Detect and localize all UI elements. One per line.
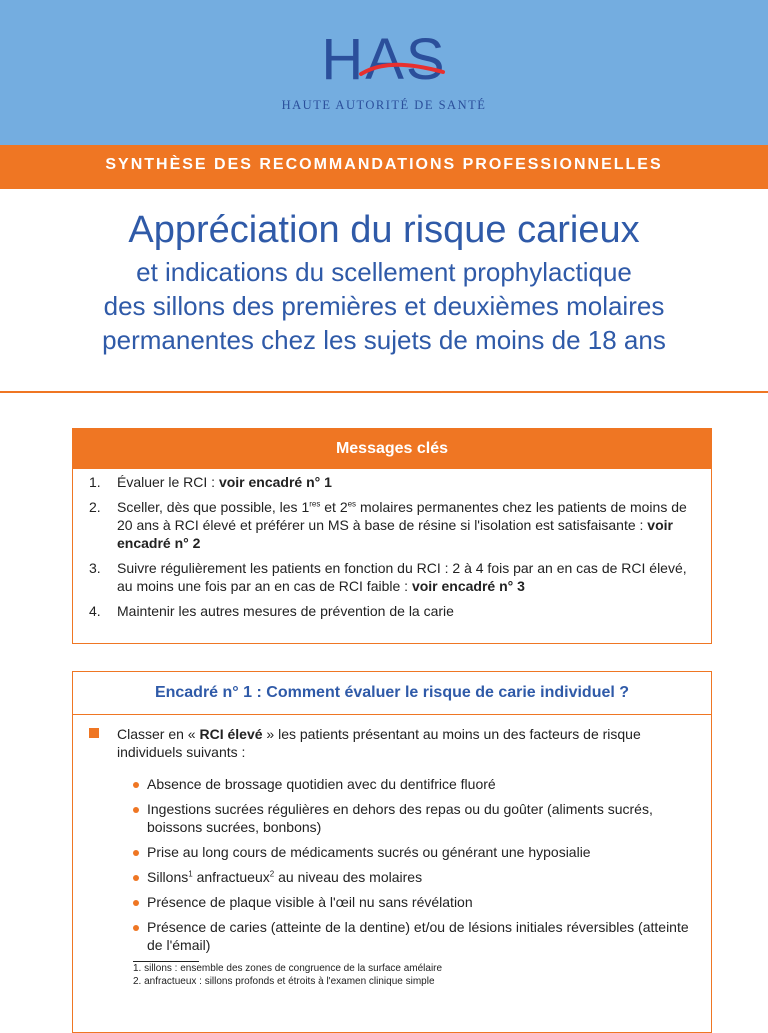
risk-factor-item xyxy=(133,893,691,911)
key-message-item xyxy=(87,602,697,620)
subtitle-line-3: permanentes chez les sujets de moins de 18 ans xyxy=(102,325,666,355)
item-number: 4. xyxy=(89,603,101,619)
factor-text: Ingestions sucrées régulières en dehors des repas ou du goûter (aliments sucrés, boissons sucrées, bonbons) xyxy=(147,801,653,835)
subtitle-line-2: des sillons des premières et deuxièmes molaires xyxy=(103,291,665,321)
footnote-2: 2. anfractueux : sillons profonds et étroits à l'examen clinique simple xyxy=(133,976,435,987)
key-messages-box xyxy=(72,428,712,644)
key-message-item xyxy=(87,498,697,552)
item-number: 1. xyxy=(89,474,101,490)
title-block xyxy=(0,205,768,357)
factor-text: Présence de plaque visible à l'œil nu sans révélation xyxy=(147,894,473,910)
key-messages-list xyxy=(73,469,711,620)
item-text: Évaluer le RCI : xyxy=(117,474,219,490)
item-number: 2. xyxy=(89,499,101,515)
factor-text: Prise au long cours de médicaments sucrés ou générant une hyposialie xyxy=(147,844,591,860)
logo-swoosh-icon xyxy=(321,28,451,92)
separator-line xyxy=(0,391,768,393)
factor-text: anfractueux xyxy=(192,869,270,885)
item-ref: voir encadré n° 2 xyxy=(117,517,673,551)
bullet-dot-icon xyxy=(133,875,139,881)
key-message-item xyxy=(87,559,697,595)
lead-paragraph xyxy=(73,715,711,761)
factor-text: au niveau des molaires xyxy=(274,869,423,885)
header-band xyxy=(0,0,768,145)
lead-bold: RCI élevé xyxy=(199,726,263,742)
risk-factor-item xyxy=(133,868,691,886)
key-messages-heading: Messages clés xyxy=(73,429,711,469)
risk-factor-item xyxy=(133,843,691,861)
superscript: es xyxy=(347,499,357,509)
has-logo xyxy=(0,28,768,113)
lead-text: » les patients présentant au moins un des facteurs de risque individuels suivants : xyxy=(117,726,641,760)
subtitle-line-1: et indications du scellement prophylactique xyxy=(136,257,632,287)
encadre-1-heading: Encadré n° 1 : Comment évaluer le risque de carie individuel ? xyxy=(73,672,711,715)
risk-factor-item xyxy=(133,775,691,793)
factor-text: Absence de brossage quotidien avec du dentifrice fluoré xyxy=(147,776,496,792)
superscript: res xyxy=(309,499,321,509)
footnote-ref: 2 xyxy=(269,869,275,879)
footnote-ref: 1 xyxy=(188,869,193,879)
item-text: Sceller, dès que possible, les 1 xyxy=(117,499,310,515)
item-ref: voir encadré n° 1 xyxy=(218,474,332,490)
bullet-dot-icon xyxy=(133,900,139,906)
square-bullet-icon xyxy=(89,728,99,738)
page-title: Appréciation du risque carieux xyxy=(128,209,640,251)
item-text: et 2 xyxy=(320,499,348,515)
bullet-dot-icon xyxy=(133,807,139,813)
key-message-item xyxy=(87,473,697,491)
bullet-dot-icon xyxy=(133,850,139,856)
footnote-1: 1. sillons : ensemble des zones de congruence de la surface amélaire xyxy=(133,963,443,974)
logo-text: HAS xyxy=(321,27,447,92)
item-text: Maintenir les autres mesures de prévention de la carie xyxy=(117,603,454,619)
risk-factor-list xyxy=(73,775,711,954)
encadre-1-box xyxy=(72,671,712,1033)
risk-factor-item xyxy=(133,918,691,954)
section-band: SYNTHÈSE DES RECOMMANDATIONS PROFESSIONNELLES xyxy=(0,145,768,189)
org-name: HAUTE AUTORITÉ DE SANTÉ xyxy=(281,98,487,112)
bullet-dot-icon xyxy=(133,925,139,931)
lead-text: Classer en « xyxy=(117,726,200,742)
item-number: 3. xyxy=(89,560,101,576)
item-text: molaires permanentes chez les patients de moins de 20 ans à RCI élevé et préférer un MS à base de résine si l'isolation est satisfaisante : xyxy=(117,499,687,533)
risk-factor-item xyxy=(133,800,691,836)
item-ref: voir encadré n° 3 xyxy=(411,578,525,594)
factor-text: Présence de caries (atteinte de la dentine) et/ou de lésions initiales réversibles (atteinte de l'émail) xyxy=(147,919,689,953)
bullet-dot-icon xyxy=(133,782,139,788)
item-text: Suivre régulièrement les patients en fonction du RCI : 2 à 4 fois par an en cas de RCI élevé, au moins une fois par an en cas de RCI faible : xyxy=(117,560,687,594)
factor-text: Sillons xyxy=(147,869,189,885)
